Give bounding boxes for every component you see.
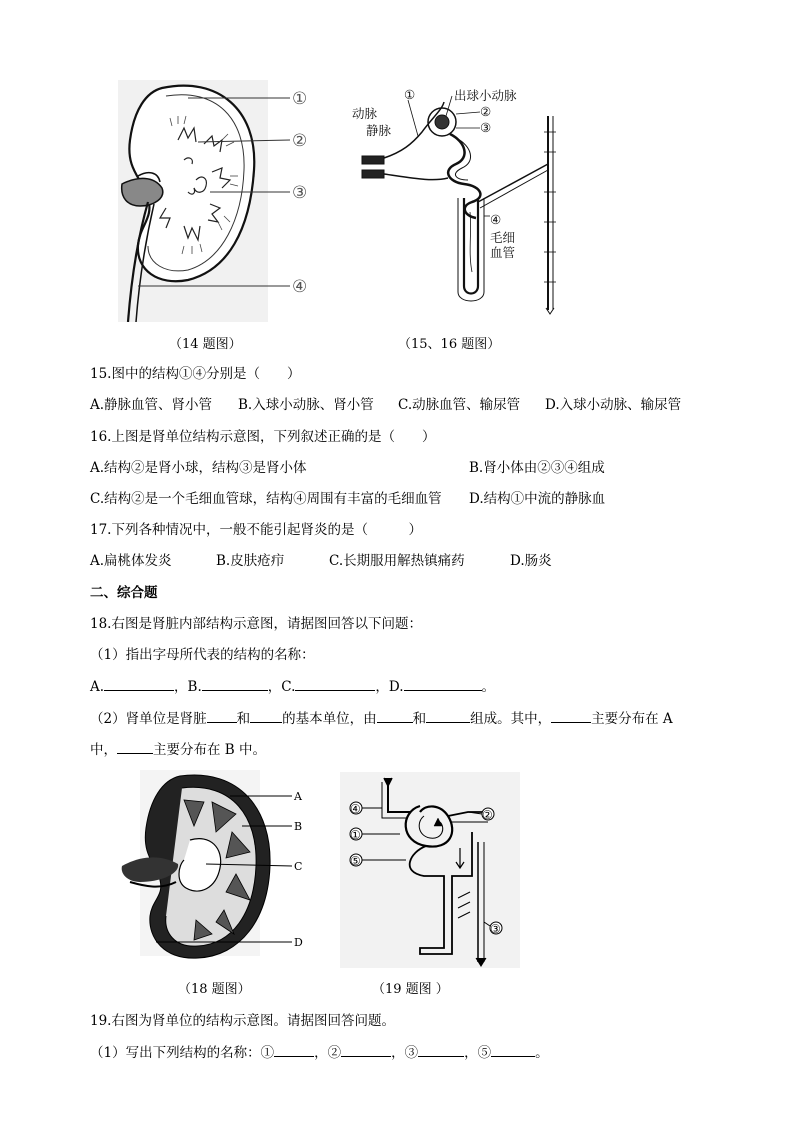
- q18-answer-c[interactable]: [295, 677, 375, 691]
- fig19-marker-4: ④: [350, 802, 361, 816]
- fig19-marker-3: ③: [490, 922, 501, 936]
- figure-19-nephron-diagram: [340, 772, 520, 968]
- fig14-marker-3: ③: [292, 183, 308, 203]
- q18-blank-2[interactable]: [250, 709, 282, 723]
- figure-15-16-nephron-diagram: [352, 82, 572, 322]
- q18-sub2-text-2: 和: [236, 711, 251, 727]
- q19-text-5: 。: [535, 1045, 549, 1061]
- fig15-marker-3: ③: [480, 120, 492, 135]
- q16-option-a: A.结构②是肾小球，结构③是肾小体: [90, 460, 307, 476]
- q18-blank-3[interactable]: [377, 709, 413, 723]
- q18-end-mark: 。: [481, 679, 496, 695]
- q17-option-c: C.长期服用解热镇痛药: [329, 553, 465, 569]
- q18-c-label: ，C.: [267, 679, 296, 695]
- q18-sub2-line1: [90, 709, 673, 728]
- fig15-capillary-label-2: 血管: [490, 245, 516, 260]
- q16-option-c: C.结构②是一个毛细血管球，结构④周围有丰富的毛细血管: [90, 491, 442, 507]
- q15-option-d: D.入球小动脉、输尿管: [545, 397, 682, 413]
- q18-blank-4[interactable]: [426, 709, 470, 723]
- fig15-artery-label: 动脉: [352, 106, 378, 121]
- fig14-marker-1: ①: [292, 89, 308, 109]
- q15-option-c: C.动脉血管、输尿管: [398, 397, 521, 413]
- q18-sub2-text-7: 中，: [90, 742, 117, 758]
- fig18-marker-d: D: [294, 936, 303, 949]
- q19-text-2: ，②: [314, 1045, 342, 1061]
- q19-answer-5[interactable]: [491, 1043, 535, 1057]
- q16-option-b: B.肾小体由②③④组成: [469, 460, 605, 476]
- fig18-marker-b: B: [294, 820, 303, 833]
- q18-blank-5[interactable]: [551, 709, 591, 723]
- q18-b-label: ，B.: [174, 679, 202, 695]
- q18-blanks-row: [90, 677, 495, 696]
- fig19-marker-5: ⑤: [350, 854, 361, 868]
- fig19-caption: （19 题图 ）: [372, 982, 449, 997]
- q18-sub2-text-6: 主要分布在 A: [591, 711, 673, 727]
- fig14-caption: （14 题图）: [169, 337, 242, 352]
- q19-sub1-row: [90, 1043, 549, 1062]
- q17-option-b: B.皮肤疮疖: [216, 553, 285, 569]
- section-2-heading: 二、综合题: [90, 585, 158, 601]
- fig15-capillary-label-1: 毛细: [490, 230, 516, 245]
- q19-answer-1[interactable]: [274, 1043, 314, 1057]
- fig15-caption: （15、16 题图）: [398, 337, 501, 352]
- q18-sub2-text-8: 主要分布在 B 中。: [153, 742, 267, 758]
- q18-sub2-text-5: 组成。其中，: [470, 711, 552, 727]
- q17-option-a: A.扁桃体发炎: [90, 553, 172, 569]
- q16-option-d: D.结构①中流的静脉血: [469, 491, 606, 507]
- fig15-efferent-label: 出球小动脉: [454, 88, 517, 103]
- fig14-marker-2: ②: [292, 131, 308, 151]
- fig19-marker-2: ②: [482, 808, 493, 822]
- figure-18-kidney-diagram: [120, 770, 310, 970]
- q18-answer-a[interactable]: [104, 677, 174, 691]
- q18-sub2-text-3: 的基本单位，由: [282, 711, 377, 727]
- q18-answer-d[interactable]: [404, 677, 482, 691]
- q19-answer-2[interactable]: [341, 1043, 391, 1057]
- q18-blank-6[interactable]: [117, 740, 153, 754]
- fig18-marker-c: C: [294, 860, 303, 873]
- fig14-marker-4: ④: [292, 277, 308, 297]
- fig15-marker-4: ④: [490, 212, 502, 227]
- q18-sub2-line2: [90, 740, 266, 759]
- q18-d-label: ，D.: [375, 679, 404, 695]
- figure-14-kidney-diagram: [118, 80, 330, 322]
- fig19-marker-1: ①: [350, 828, 361, 842]
- fig15-marker-2: ②: [480, 104, 492, 119]
- q18-stem: 18.右图是肾脏内部结构示意图，请据图回答以下问题：: [90, 616, 422, 632]
- q15-option-a: A.静脉血管、肾小管: [90, 397, 213, 413]
- q18-sub1: （1）指出字母所代表的结构的名称：: [90, 647, 315, 663]
- fig15-marker-1: ①: [404, 87, 416, 102]
- fig18-caption: （18 题图）: [178, 982, 251, 997]
- q18-answer-b[interactable]: [202, 677, 268, 691]
- fig18-marker-a: A: [294, 790, 302, 803]
- q16-stem: 16.上图是肾单位结构示意图，下列叙述正确的是（ ）: [90, 429, 436, 445]
- q15-option-b: B.入球小动脉、肾小管: [238, 397, 374, 413]
- q15-stem: 15.图中的结构①④分别是（ ）: [90, 366, 301, 382]
- q18-sub2-text-4: 和: [412, 711, 427, 727]
- q19-text-1: （1）写出下列结构的名称：①: [90, 1045, 275, 1061]
- q18-a-label: A.: [90, 679, 105, 695]
- fig15-vein-label: 静脉: [366, 123, 392, 138]
- q19-text-4: ，⑤: [464, 1045, 492, 1061]
- q19-answer-3[interactable]: [418, 1043, 464, 1057]
- q18-blank-1[interactable]: [207, 709, 237, 723]
- q18-sub2-text-1: （2）肾单位是肾脏: [90, 711, 207, 727]
- q17-option-d: D.肠炎: [510, 553, 552, 569]
- q19-text-3: ，③: [391, 1045, 419, 1061]
- q17-stem: 17.下列各种情况中，一般不能引起肾炎的是（ ）: [90, 522, 422, 538]
- q19-stem: 19.右图为肾单位的结构示意图。请据图回答问题。: [90, 1013, 395, 1029]
